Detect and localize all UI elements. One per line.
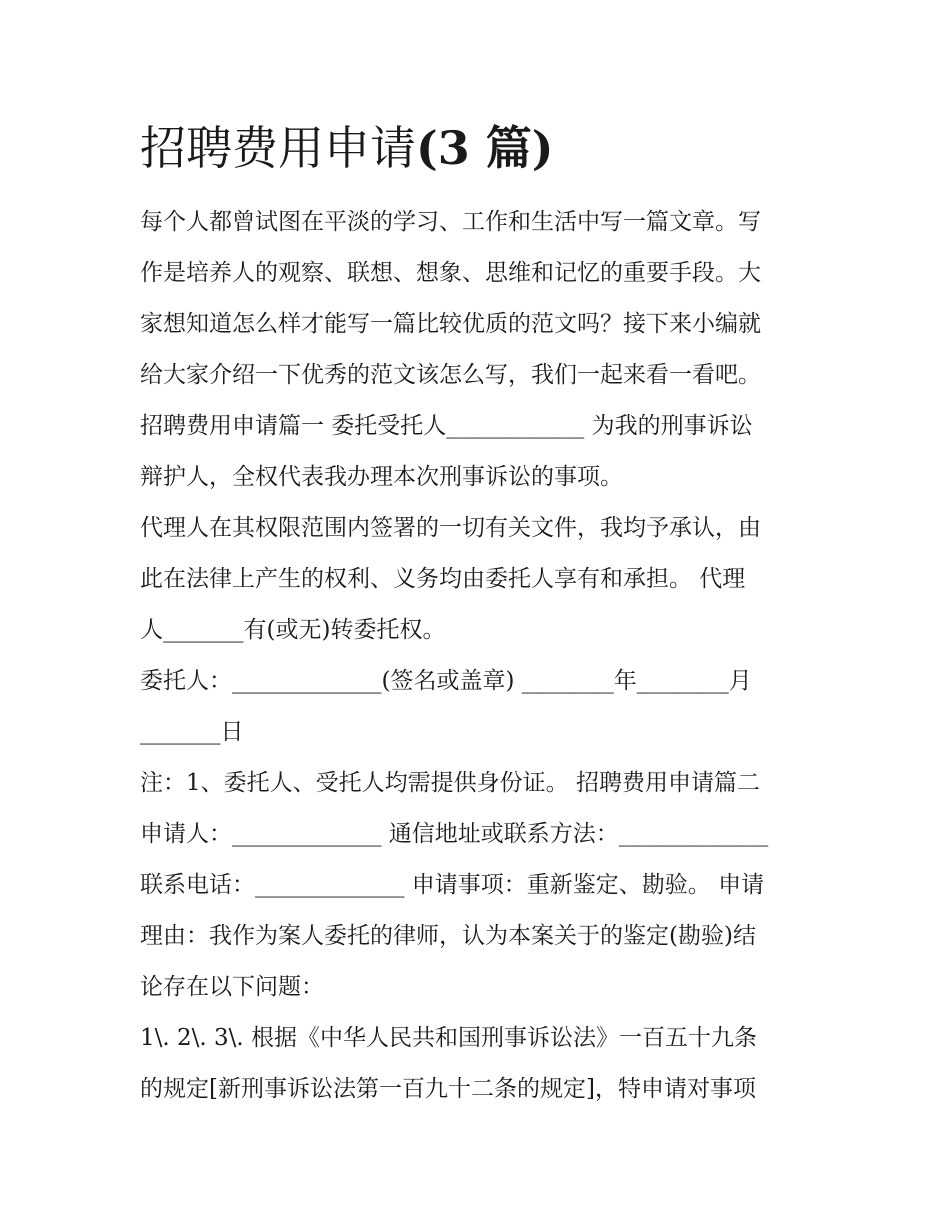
text-line: 给大家介绍一下优秀的范文该怎么写，我们一起来看一看吧。 [140,362,761,388]
text-line: 申请人：_____________ 通信地址或联系方法：_____________ [140,821,769,847]
text-line: 辩护人，全权代表我办理本次刑事诉讼的事项。 [140,464,623,490]
text-line: 委托人：_____________(签名或盖章) ________年________月 [140,668,752,694]
title-count: (3 篇) [416,121,554,175]
text-line: 每个人都曾试图在平淡的学习、工作和生活中写一篇文章。写 [140,209,761,235]
text-line: 注：1、委托人、受托人均需提供身份证。 招聘费用申请篇二 [140,770,760,796]
text-line: 1\. 2\. 3\. 根据《中华人民共和国刑事诉讼法》一百五十九条 [140,1025,758,1051]
document-body [140,197,820,1115]
text-line: 人_______有(或无)转委托权。 [140,617,446,643]
text-line: 论存在以下问题： [140,974,324,1000]
document-title [140,118,554,178]
text-line: 招聘费用申请篇一 委托受托人____________ 为我的刑事诉讼 [140,413,753,439]
title-text: 招聘费用申请 [140,121,416,175]
text-line: 作是培养人的观察、联想、想象、思维和记忆的重要手段。大 [140,260,761,286]
text-line: 的规定[新刑事诉讼法第一百九十二条的规定]，特申请对事项 [140,1076,756,1102]
text-line: 代理人在其权限范围内签署的一切有关文件，我均予承认，由 [140,515,761,541]
text-line: 联系电话：_____________ 申请事项：重新鉴定、勘验。 申请 [140,872,765,898]
text-line: 家想知道怎么样才能写一篇比较优质的范文吗？接下来小编就 [140,311,761,337]
text-line: 理由：我作为案人委托的律师，认为本案关于的鉴定(勘验)结 [140,923,756,949]
text-line: 此在法律上产生的权利、义务均由委托人享有和承担。 代理 [140,566,746,592]
text-line: _______日 [140,719,244,745]
